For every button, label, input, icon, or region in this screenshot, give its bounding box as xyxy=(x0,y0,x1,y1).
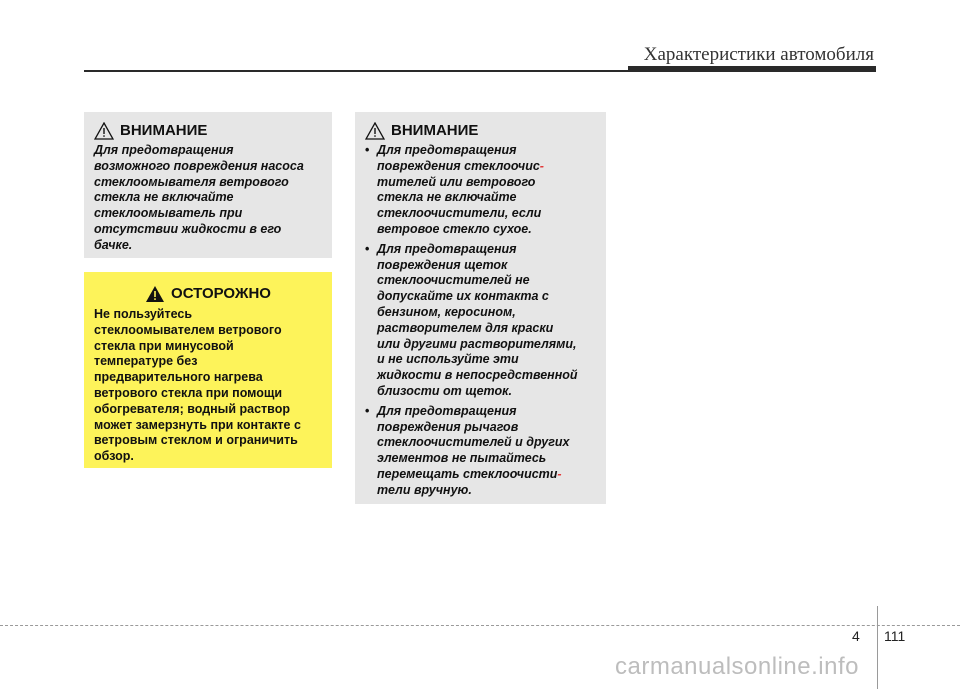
caution-box xyxy=(84,272,332,468)
notice-line xyxy=(377,467,596,483)
caution-line: ветровым стеклом и ограничить xyxy=(94,433,298,448)
caution-line: предварительного нагрева xyxy=(94,370,263,385)
notice-line: стеклоочистителей не xyxy=(377,273,530,288)
notice-line: допускайте их контакта с xyxy=(377,289,549,304)
notice-bullet-item xyxy=(365,404,596,499)
notice-line: • Для предотвращения xyxy=(377,403,517,418)
notice-bullet-list xyxy=(365,143,596,499)
notice-line: тели вручную. xyxy=(377,482,472,497)
notice-line: стекла не включайте xyxy=(94,190,234,205)
caution-line: стекла при минусовой xyxy=(94,338,234,353)
warning-filled-icon xyxy=(145,285,165,303)
notice-line: стеклоомыватель при xyxy=(94,206,243,221)
page-header-title: Характеристики автомобиля xyxy=(643,44,874,65)
notice-line xyxy=(377,159,596,175)
notice-line-text: перемещать стеклоочисти xyxy=(377,466,558,481)
notice-line: стекла не включайте xyxy=(377,190,517,205)
hyphen-mark: - xyxy=(557,466,562,481)
notice-line: стеклоочистителей и других xyxy=(377,435,570,450)
footer-rule xyxy=(0,625,960,626)
warning-outline-icon xyxy=(365,122,385,140)
notice-bullet-item xyxy=(365,143,596,238)
notice-line: • Для предотвращения xyxy=(377,241,517,256)
header-rule-thick xyxy=(628,66,876,72)
notice-title-text: ВНИМАНИЕ xyxy=(120,122,208,139)
caution-line: температуре без xyxy=(94,354,198,369)
notice-line: повреждения рычагов xyxy=(377,419,519,434)
notice-title-left xyxy=(94,122,322,140)
notice-box-right xyxy=(355,112,606,504)
notice-line: и не используйте эти xyxy=(377,352,519,367)
watermark-text: carmanualsonline.info xyxy=(615,653,859,680)
warning-outline-icon xyxy=(94,122,114,140)
notice-line: бачке. xyxy=(94,237,133,252)
footer-divider xyxy=(877,606,878,689)
page-number: 111 xyxy=(884,628,906,644)
notice-line: жидкости в непосредственной xyxy=(377,368,578,383)
notice-line: стеклоочистители, если xyxy=(377,206,542,221)
notice-line: ветровое стекло сухое. xyxy=(377,221,532,236)
caution-line: стеклоомывателем ветрового xyxy=(94,322,282,337)
notice-line: возможного повреждения насоса xyxy=(94,158,304,173)
caution-line: может замерзнуть при контакте с xyxy=(94,417,301,432)
caution-line: ветрового стекла при помощи xyxy=(94,385,283,400)
notice-line: отсутствии жидкости в его xyxy=(94,221,282,236)
notice-box-left xyxy=(84,112,332,258)
hyphen-mark: - xyxy=(539,158,544,173)
notice-line: близости от щеток. xyxy=(377,383,512,398)
notice-title-text: ВНИМАНИЕ xyxy=(391,122,479,139)
caution-line: обзор. xyxy=(94,449,134,464)
caution-title xyxy=(94,285,322,303)
notice-bullet-item xyxy=(365,242,596,400)
notice-line-text: повреждения стеклоочис xyxy=(377,158,540,173)
caution-title-text: ОСТОРОЖНО xyxy=(171,285,271,302)
notice-line: • Для предотвращения xyxy=(377,143,517,157)
caution-line: Не пользуйтесь xyxy=(94,307,193,321)
notice-line: бензином, керосином, xyxy=(377,304,516,319)
chapter-number: 4 xyxy=(852,628,860,644)
notice-line: растворителем для краски xyxy=(377,320,554,335)
header-rule-thin xyxy=(84,70,630,72)
notice-line: тителей или ветрового xyxy=(377,174,536,189)
notice-line: Для предотвращения xyxy=(94,143,234,157)
notice-line: элементов не пытайтесь xyxy=(377,451,547,466)
caution-line: обогревателя; водный раствор xyxy=(94,401,290,416)
notice-line: стеклоомывателя ветрового xyxy=(94,174,289,189)
notice-line: или другими растворителями, xyxy=(377,336,577,351)
notice-line: повреждения щеток xyxy=(377,257,508,272)
notice-title-right xyxy=(365,122,596,140)
